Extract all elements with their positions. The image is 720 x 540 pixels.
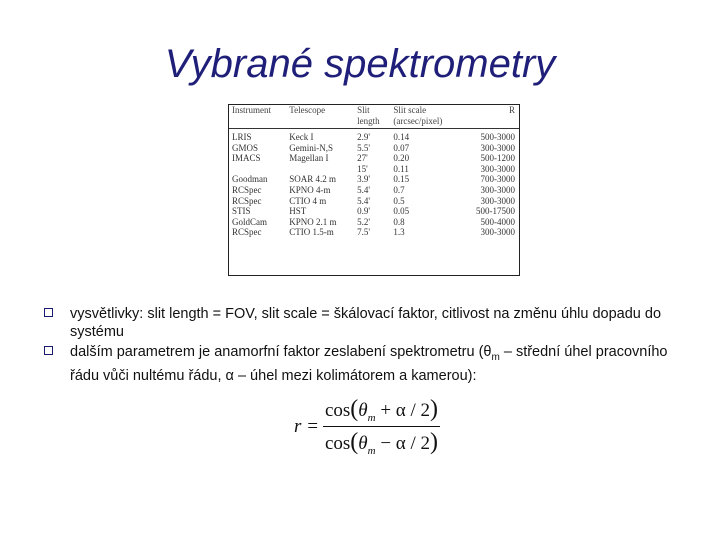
col-header: Instrument — [232, 105, 271, 115]
table-row — [229, 185, 519, 196]
table-cell: 300-3000 — [480, 195, 515, 206]
table-cell — [229, 164, 286, 175]
table-cell: KPNO 2.1 m — [289, 216, 337, 227]
col-header: Telescope — [289, 105, 326, 115]
table-cell: 5.5' — [357, 142, 370, 153]
table-cell: 500-17500 — [476, 206, 515, 217]
col-header: R — [508, 105, 515, 115]
slide-title: Vybrané spektrometry — [164, 42, 556, 86]
table-cell: CTIO 4 m — [289, 195, 327, 206]
table-cell: 300-3000 — [480, 227, 515, 238]
table-cell: 0.14 — [393, 132, 410, 142]
formula-numerator: $\cos(\theta_m + \alpha / 2)$ — [324, 396, 439, 424]
table-cell: 0.11 — [393, 163, 409, 174]
bullet-list — [44, 305, 684, 387]
table-row — [229, 206, 519, 217]
table-cell: RCSpec — [232, 227, 262, 238]
table-row — [229, 227, 519, 238]
col-subheader — [286, 116, 354, 129]
table-cell: 5.4' — [357, 195, 370, 206]
table-cell: 300-3000 — [480, 142, 515, 153]
col-header: Slit — [357, 105, 370, 115]
table-row — [229, 153, 519, 164]
formula-fraction — [323, 396, 440, 457]
fraction-bar — [323, 426, 440, 428]
table-cell: 700-3000 — [480, 174, 515, 185]
table-cell: 300-3000 — [480, 184, 515, 195]
table-cell: 1.3 — [393, 227, 405, 238]
bullet-item — [44, 343, 684, 385]
col-subheader — [229, 116, 286, 129]
table-cell: 0.9' — [357, 206, 370, 217]
table-cell: SOAR 4.2 m — [289, 174, 337, 185]
table-cell: 500-1200 — [480, 153, 515, 164]
table-cell: 300-3000 — [480, 163, 515, 174]
table-cell: IMACS — [232, 153, 261, 164]
table-cell: 15' — [357, 163, 368, 174]
checkbox-bullet-icon — [44, 346, 53, 355]
table-row — [229, 196, 519, 207]
table-cell: 500-4000 — [480, 216, 515, 227]
bullet-text: dalším parametrem je anamorfní faktor zeslabení spektrometru ($\theta_m$ – střední úhel pracovního řádu vůči nultému řádu, α – úhel mezi kolimátorem a kamerou): — [70, 344, 668, 384]
table-cell: 0.05 — [393, 206, 410, 217]
table-cell: 0.15 — [393, 174, 410, 185]
formula-denominator: $\cos(\theta_m - \alpha / 2)$ — [324, 429, 439, 458]
table-cell — [286, 164, 354, 175]
table-cell: 3.9' — [357, 174, 370, 185]
anamorphic-factor-formula — [294, 396, 440, 457]
table-cell: 0.8 — [393, 216, 405, 227]
table-row — [229, 129, 519, 143]
table-cell: 5.2' — [357, 216, 370, 227]
formula-lhs: r = — [294, 415, 319, 437]
col-subheader: length — [354, 116, 390, 129]
table-cell: Magellan I — [289, 153, 329, 164]
table-subheader-row — [229, 116, 519, 129]
bullet-text: vysvětlivky: slit length = FOV, slit scale = škálovací faktor, citlivost na změnu úhlu dopadu do systému — [70, 306, 662, 340]
table-cell: 0.7 — [393, 184, 405, 195]
table-cell: Gemini-N,S — [289, 142, 334, 153]
table-cell: LRIS — [232, 132, 252, 142]
table-cell: 0.5 — [393, 195, 405, 206]
table-cell: CTIO 1.5-m — [289, 227, 334, 238]
col-header: Slit scale — [393, 105, 427, 115]
checkbox-bullet-icon — [44, 308, 53, 317]
table-cell: GMOS — [232, 142, 259, 153]
table-row — [229, 217, 519, 228]
table-cell: RCSpec — [232, 184, 262, 195]
table-cell: Keck I — [289, 132, 314, 142]
table-cell: 0.07 — [393, 142, 410, 153]
table-cell: GoldCam — [232, 216, 267, 227]
table-cell: HST — [289, 206, 307, 217]
col-subheader — [460, 116, 519, 129]
table-cell: RCSpec — [232, 195, 262, 206]
spectrometer-table-image — [228, 104, 520, 276]
table-row — [229, 143, 519, 154]
table-cell: 2.9' — [357, 132, 370, 142]
table-cell: STIS — [232, 206, 251, 217]
table-cell: 27' — [357, 153, 368, 164]
table-header-row — [229, 105, 519, 116]
table-cell: 5.4' — [357, 184, 370, 195]
table-row — [229, 164, 519, 175]
table-cell: Goodman — [232, 174, 268, 185]
bullet-item — [44, 305, 684, 341]
table-cell: 0.20 — [393, 153, 410, 164]
table-cell: 500-3000 — [480, 132, 515, 142]
table-cell: KPNO 4-m — [289, 184, 331, 195]
spectrometer-table — [229, 105, 519, 238]
table-row — [229, 174, 519, 185]
table-cell: 7.5' — [357, 227, 370, 238]
col-subheader: (arcsec/pixel) — [390, 116, 460, 129]
